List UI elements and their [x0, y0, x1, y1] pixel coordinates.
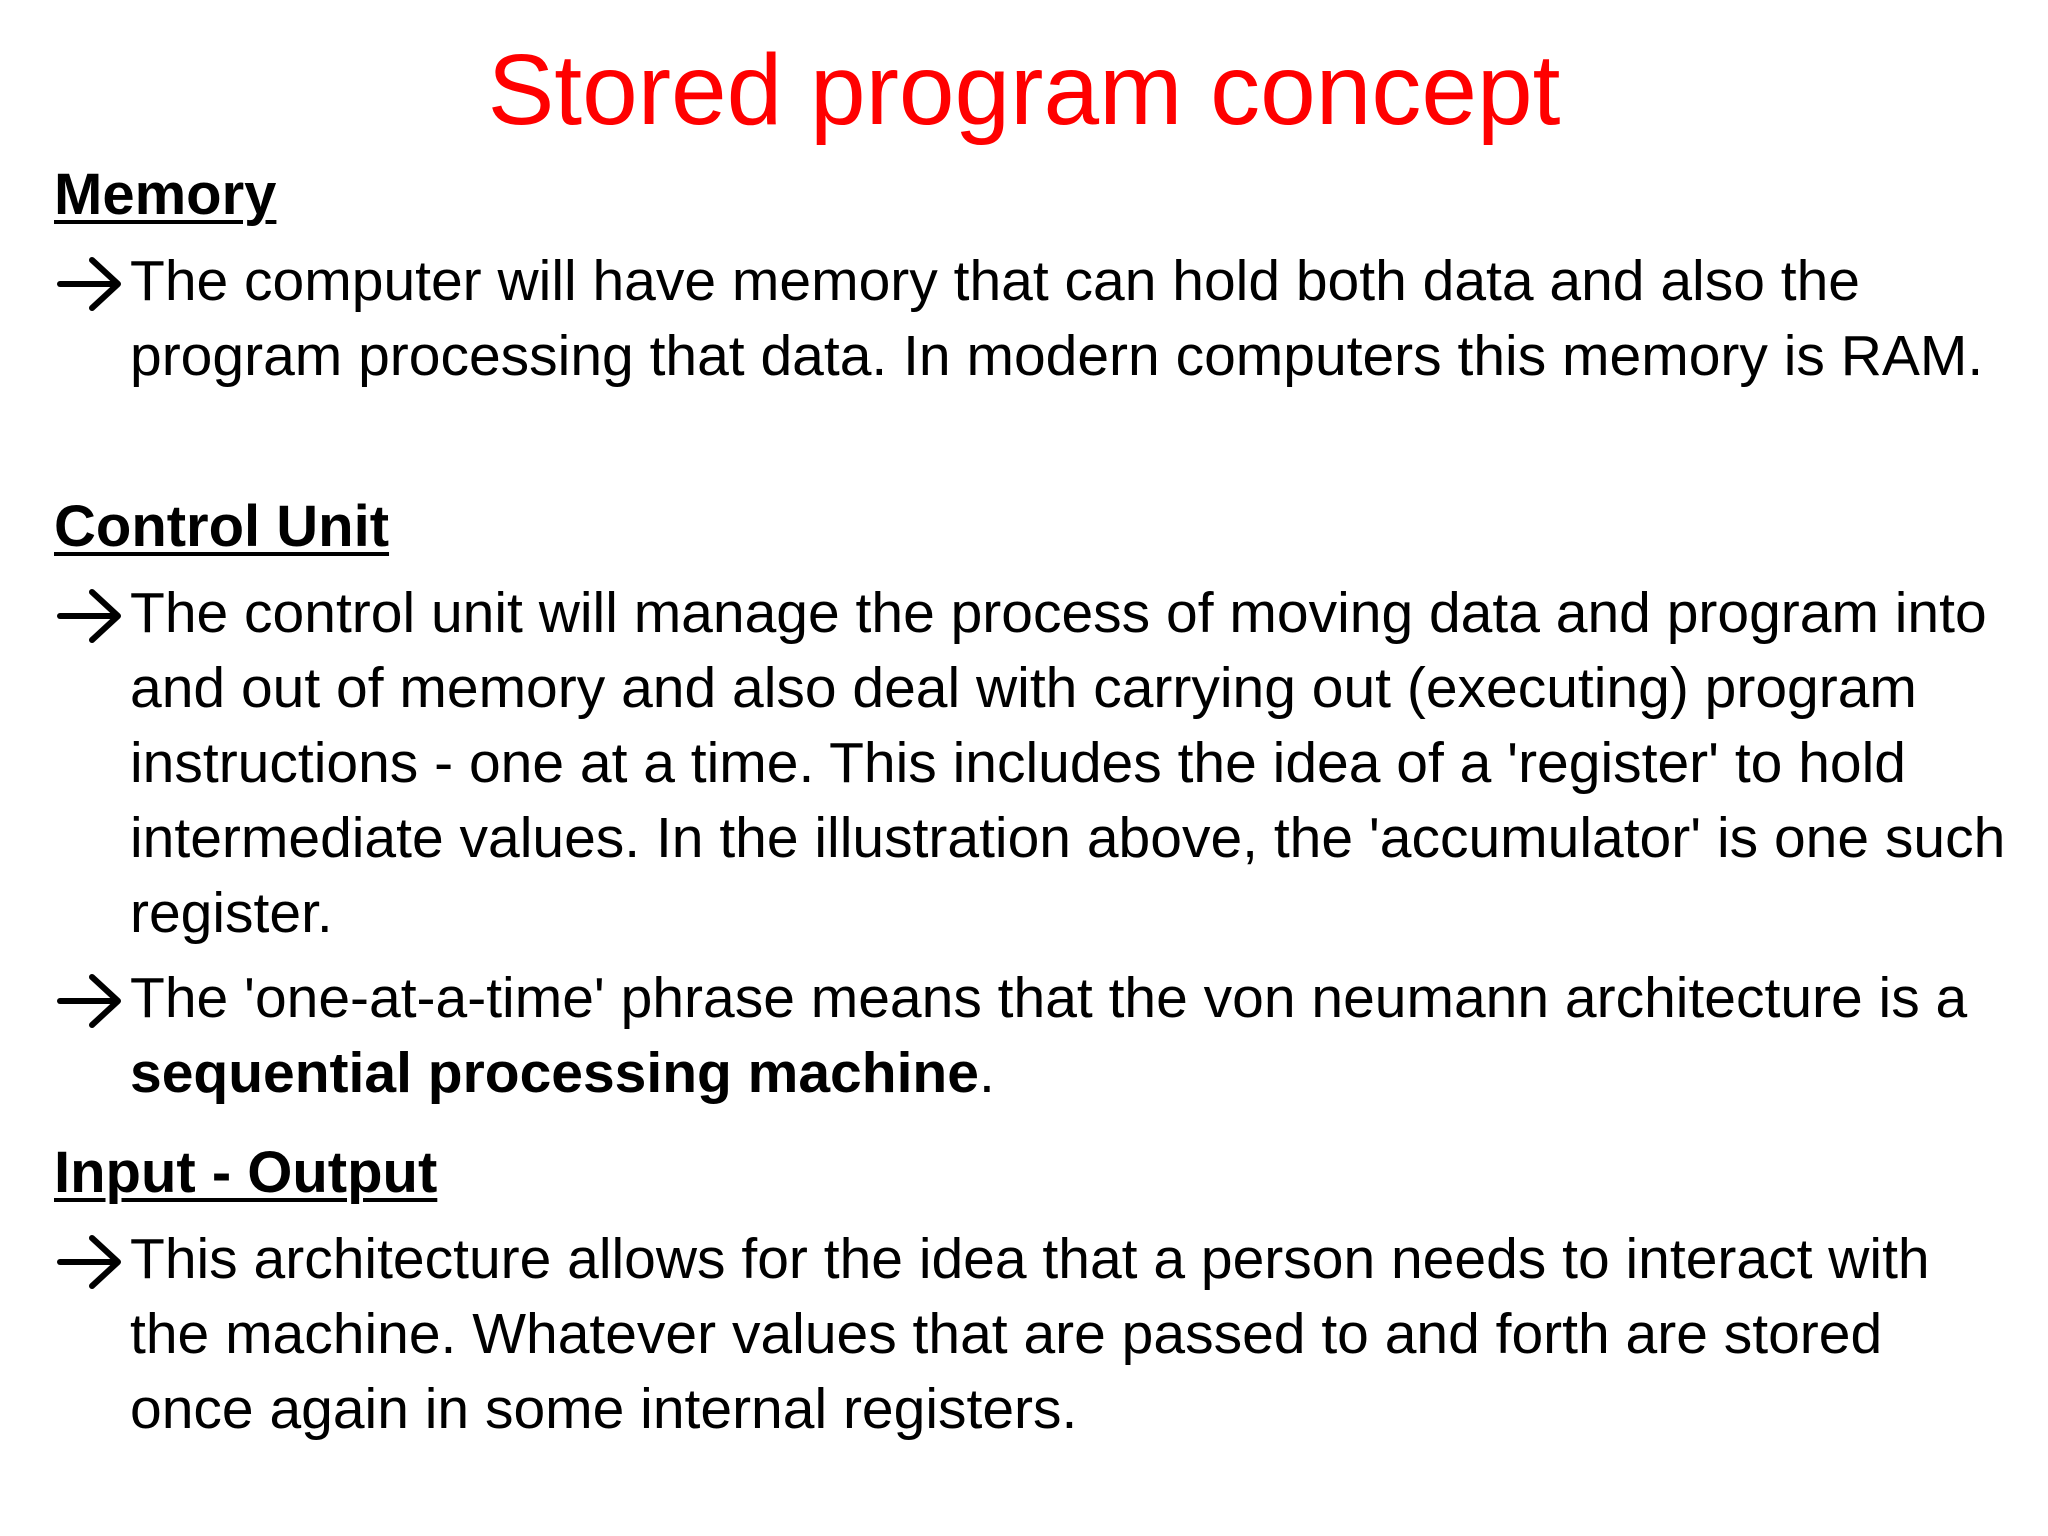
- section-input-output: [54, 1138, 2014, 1447]
- slide-title: Stored program concept: [487, 34, 1561, 146]
- section-heading-control-unit: Control Unit: [54, 494, 390, 559]
- right-arrow-icon: [56, 1222, 126, 1297]
- bullet-memory-1: [54, 244, 2014, 394]
- right-arrow-icon: [56, 576, 126, 651]
- section-memory: [54, 160, 2014, 394]
- bullet-text-bold: sequential processing machine: [130, 1041, 979, 1105]
- bullet-text: [130, 961, 2014, 1111]
- right-arrow-icon: [56, 244, 126, 319]
- section-heading-memory: Memory: [54, 162, 277, 227]
- right-arrow-icon: [56, 961, 126, 1036]
- bullet-text: The computer will have memory that can hold both data and also the program processing that data. In modern computers this memory is RAM.: [130, 249, 1984, 388]
- bullet-input-output-1: [54, 1222, 2014, 1447]
- bullet-text: This architecture allows for the idea that a person needs to interact with the machine. Whatever values that are passed to and forth are stored once again in some internal registers.: [130, 1227, 1930, 1441]
- bullet-text-before: The 'one-at-a-time' phrase means that the von neumann architecture is a: [130, 966, 1968, 1030]
- bullet-control-unit-2: [54, 961, 2014, 1111]
- bullet-control-unit-1: [54, 576, 2014, 951]
- bullet-text-after: .: [978, 1041, 995, 1105]
- section-control-unit: [54, 492, 2014, 1111]
- section-heading-input-output: Input - Output: [54, 1140, 438, 1205]
- bullet-text: The control unit will manage the process of moving data and program into and out of memory and also deal with carrying out (executing) program instructions - one at a time. This includes the idea of a 'register' to hold intermediate values. In the illustration above, the 'accumulator' is one such register.: [130, 581, 2006, 945]
